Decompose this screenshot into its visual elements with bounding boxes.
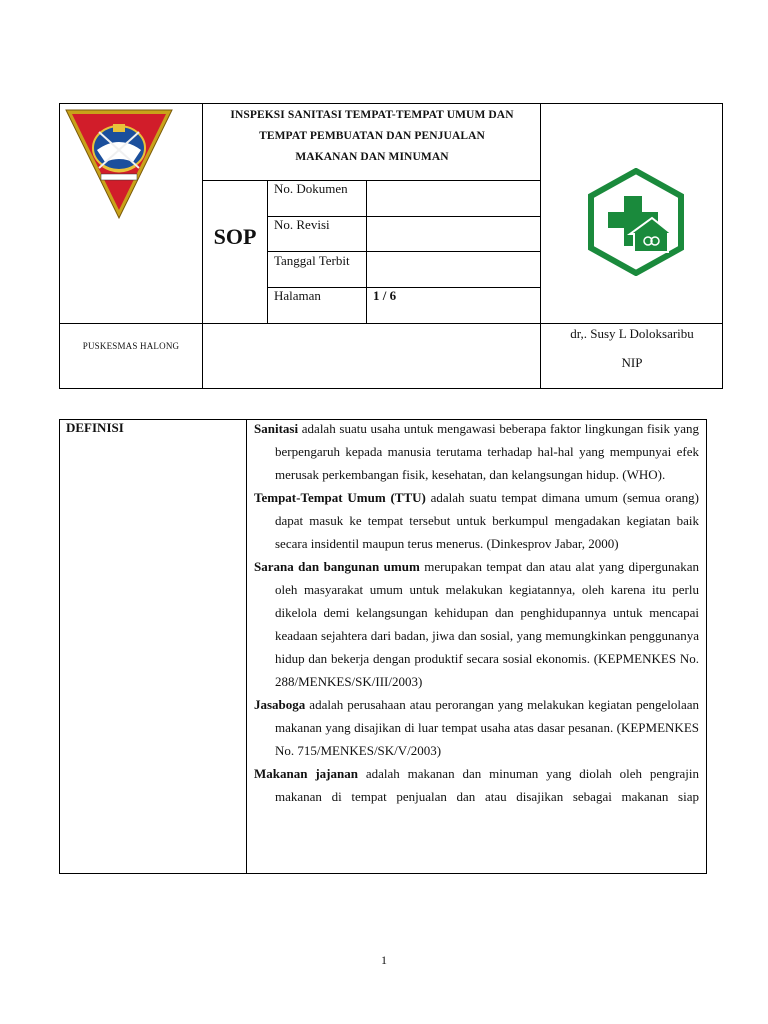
sop-label: SOP bbox=[213, 224, 257, 249]
regional-emblem-icon bbox=[63, 104, 175, 222]
definisi-label: DEFINISI bbox=[66, 420, 124, 435]
halaman-value: 1 / 6 bbox=[373, 288, 397, 303]
halaman-label: Halaman bbox=[274, 288, 321, 303]
tanggal-terbit-label: Tanggal Terbit bbox=[274, 253, 350, 268]
definition-term: Sarana dan bangunan umum bbox=[254, 559, 420, 574]
definition-item bbox=[254, 762, 699, 808]
title-line-2: TEMPAT PEMBUATAN DAN PENJUALAN bbox=[259, 130, 485, 142]
definitions-content bbox=[254, 417, 699, 808]
signer-nip: NIP bbox=[621, 355, 643, 370]
signer-name: dr,. Susy L Doloksaribu bbox=[570, 326, 694, 341]
document-title bbox=[203, 104, 541, 180]
definition-text: adalah suatu usaha untuk mengawasi beberapa faktor lingkungan fisik yang berpengaruh kepada manusia terutama terhadap hal-hal yang mempunyai efek merusak perkembangan fisik, kesehatan, dan kelangsungan hidup. (WHO). bbox=[275, 421, 699, 482]
no-dokumen-label: No. Dokumen bbox=[274, 181, 348, 196]
no-revisi-label: No. Revisi bbox=[274, 217, 330, 232]
definition-item bbox=[254, 417, 699, 486]
organization-name: PUSKESMAS HALONG bbox=[82, 341, 180, 351]
definition-term: Sanitasi bbox=[254, 421, 299, 436]
definition-item bbox=[254, 555, 699, 693]
definition-item bbox=[254, 486, 699, 555]
definition-text: adalah perusahaan atau perorangan yang melakukan kegiatan pengelolaan makanan yang disajikan di luar tempat usaha atas dasar pesanan. (KEPMENKES No. 715/MENKES/SK/V/2003) bbox=[275, 697, 699, 758]
page-number: 1 bbox=[381, 953, 387, 967]
definition-term: Makanan jajanan bbox=[254, 766, 358, 781]
title-line-1: INSPEKSI SANITASI TEMPAT-TEMPAT UMUM DAN bbox=[230, 109, 514, 121]
definition-text: adalah suatu tempat dimana umum (semua orang) dapat masuk ke tempat tersebut untuk berkumpul mengadakan kegiatan baik secara insidentil maupun terus menerus. (Dinkesprov Jabar, 2000) bbox=[275, 490, 699, 551]
definition-text: merupakan tempat dan atau alat yang dipergunakan oleh masyarakat umum untuk melakukan kegiatannya, oleh karena itu perlu dikelola demi kelangsungan kehidupan dan penghidupannya untuk mencapai keadaan sejahtera dari badan, jiwa dan sosial, yang memungkinkan penggunanya hidup dan bekerja dengan produktif secara sosial ekonomis. (KEPMENKES No. 288/MENKES/SK/III/2003) bbox=[275, 559, 699, 689]
title-line-3: MAKANAN DAN MINUMAN bbox=[295, 151, 449, 163]
definition-term: Jasaboga bbox=[254, 697, 306, 712]
definition-term: Tempat-Tempat Umum (TTU) bbox=[254, 490, 426, 505]
definition-text: adalah makanan dan minuman yang diolah oleh pengrajin makanan di tempat penjualan dan atau disajikan sebagai makanan siap bbox=[275, 766, 699, 804]
puskesmas-cross-house-icon bbox=[586, 168, 686, 276]
definition-item bbox=[254, 693, 699, 762]
